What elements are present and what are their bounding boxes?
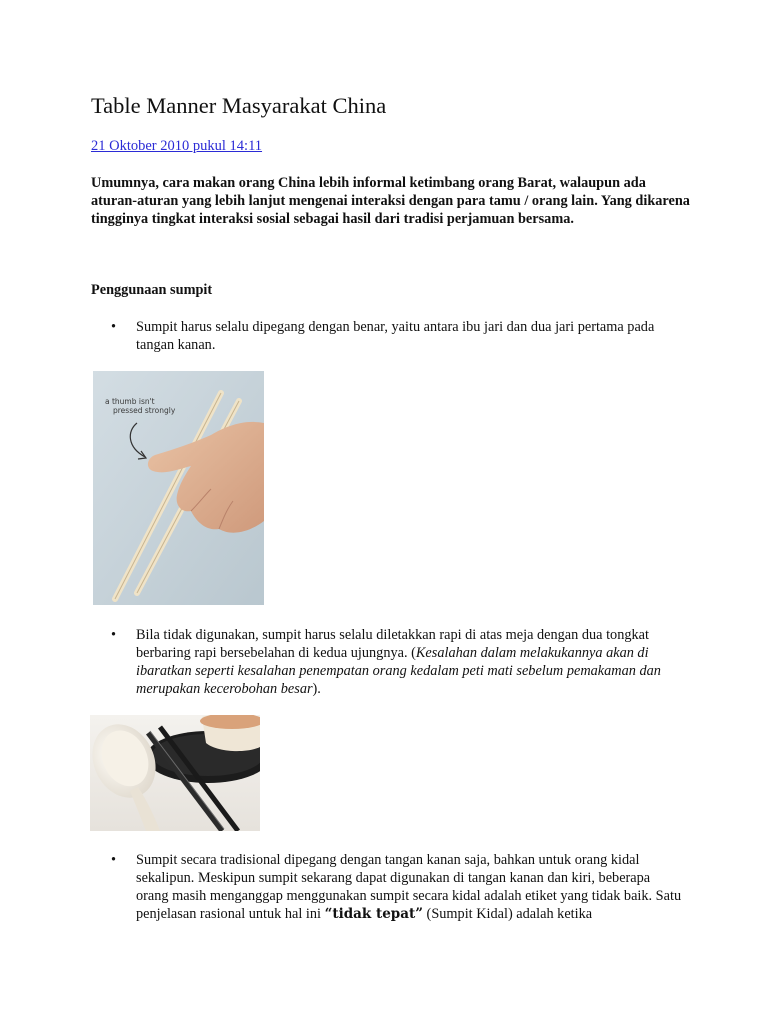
post-date-link[interactable]: 21 Oktober 2010 pukul 14:11	[91, 138, 263, 154]
bullet-item-holding	[111, 318, 684, 354]
spoon-and-chopsticks-image	[90, 715, 260, 831]
image-caption-line2: pressed strongly	[113, 406, 176, 415]
section-heading: Penggunaan sumpit	[91, 282, 213, 298]
bullet-text-start: Sumpit secara tradisional dipegang dengan tangan kanan saja, bahkan untuk orang kidal sekalipun. Meskipun sumpit sekarang dapat digunakan di tangan kanan dan kiri, beberapa orang masih menganggap menggunakan sumpit secara kidal adalah etiket yang tidak baik. Satu penjelasan rasional untuk hal ini	[136, 852, 682, 922]
bullet-dot: •	[111, 319, 117, 335]
bullet-text-end: (Sumpit Kidal) adalah ketika	[422, 906, 593, 922]
bullet-dot: •	[111, 627, 117, 643]
bullet-item-left-hand	[111, 851, 684, 923]
bullet-text-italic: Kesalahan dalam melakukannya akan di ibaratkan seperti kesalahan penempatan orang kedalam peti mati sebelum pemakaman dan merupakan kecerobohan besar	[136, 645, 661, 697]
article-title: Table Manner Masyarakat China	[91, 93, 387, 118]
bullet-item-resting	[111, 626, 684, 698]
intro-paragraph: Umumnya, cara makan orang China lebih informal ketimbang orang Barat, walaupun ada aturan-aturan yang lebih lanjut mengenai interaksi dengan para tamu / orang lain. Yang dikarena tingginya tingkat interaksi sosial sebagai hasil dari tradisi perjamuan bersama.	[91, 175, 690, 227]
bullet-text: Sumpit harus selalu dipegang dengan benar, yaitu antara ibu jari dan dua jari pertama pada tangan kanan.	[136, 319, 655, 353]
bullet-text-bold: “tidak tepat”	[324, 906, 423, 922]
bullet-dot: •	[111, 852, 117, 868]
bullet-text-end: ).	[312, 681, 321, 697]
image-caption-line1: a thumb isn't	[105, 397, 155, 406]
bullet-text-start: Bila tidak digunakan, sumpit harus selalu diletakkan rapi di atas meja dengan dua tongkat berbaring rapi bersebelahan di kedua ujungnya. (	[136, 627, 649, 661]
hand-holding-chopsticks-image	[93, 371, 264, 605]
